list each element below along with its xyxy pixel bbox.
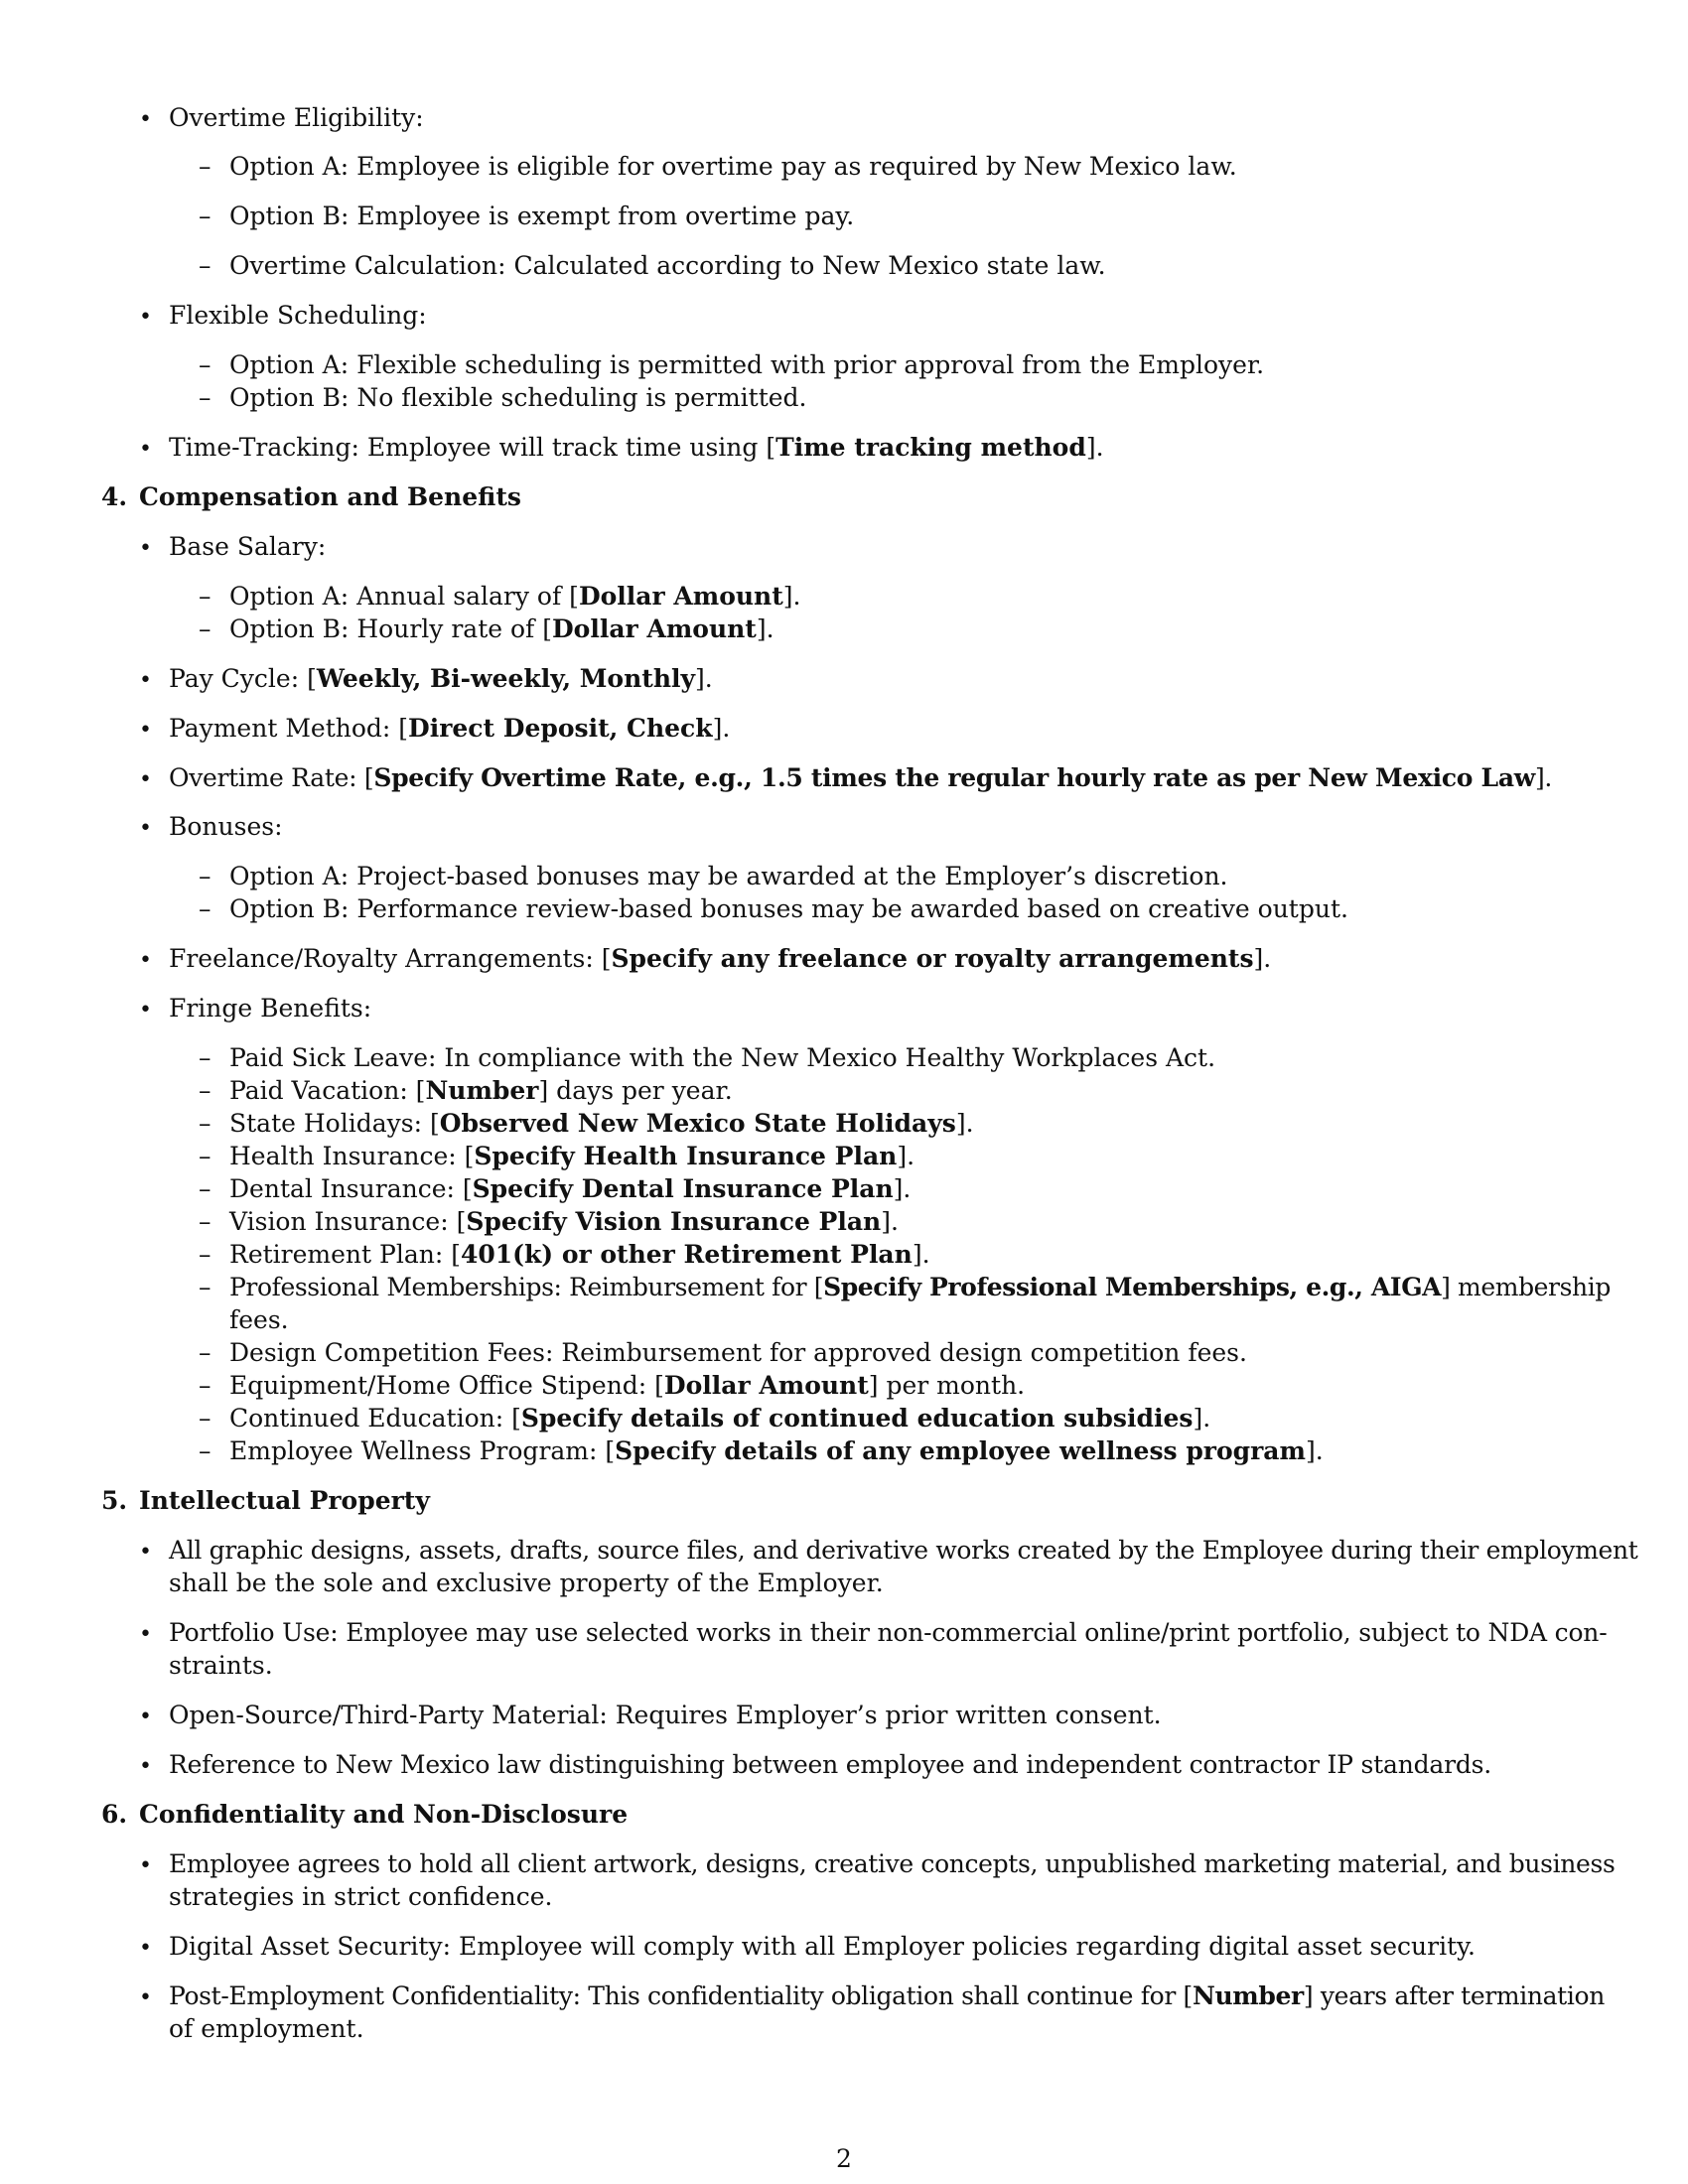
portfolio-use-line-2: straints. <box>169 1651 273 1680</box>
base-salary-option-a: Option A: Annual salary of [Dollar Amount]. <box>229 582 801 611</box>
dash-icon: – <box>199 1043 211 1072</box>
ip-law-reference: Reference to New Mexico law distinguishing between employee and independent contractor IP standards. <box>169 1750 1492 1779</box>
dash-icon: – <box>199 1076 211 1105</box>
pay-cycle: Pay Cycle: [Weekly, Bi-weekly, Monthly]. <box>169 664 713 693</box>
overtime-rate: Overtime Rate: [Specify Overtime Rate, e.g., 1.5 times the regular hourly rate as per New Mexico Law]. <box>169 763 1553 792</box>
bullet-icon: • <box>139 1754 152 1779</box>
bullet-icon: • <box>139 668 152 693</box>
dash-icon: – <box>199 251 211 280</box>
fringe-health: Health Insurance: [Specify Health Insurance Plan]. <box>229 1142 915 1170</box>
section-5-number: 5. <box>101 1486 128 1515</box>
base-salary-option-b: Option B: Hourly rate of [Dollar Amount]. <box>229 614 774 643</box>
fringe-vacation: Paid Vacation: [Number] days per year. <box>229 1076 733 1105</box>
dash-icon: – <box>199 350 211 379</box>
section-6-title: Confidentiality and Non-Disclosure <box>139 1800 629 1829</box>
confidentiality-agreement-line-1: Employee agrees to hold all client artwork, designs, creative concepts, unpublished marketing material, and business <box>169 1849 1616 1878</box>
flexible-title: Flexible Scheduling: <box>169 301 427 330</box>
section-6-number: 6. <box>101 1800 128 1829</box>
dash-icon: – <box>199 1207 211 1236</box>
bullet-icon: • <box>139 767 152 792</box>
ip-ownership-line-1: All graphic designs, assets, drafts, source files, and derivative works created by the Employee during their employment <box>169 1536 1638 1565</box>
confidentiality-agreement-line-2: strategies in strict confidence. <box>169 1882 553 1911</box>
fringe-memberships: Professional Memberships: Reimbursement for [Specify Professional Memberships, e.g., AIGA] membership <box>229 1273 1611 1301</box>
overtime-calculation: Overtime Calculation: Calculated according to New Mexico state law. <box>229 251 1106 280</box>
digital-asset-security: Digital Asset Security: Employee will comply with all Employer policies regarding digital asset security. <box>169 1932 1476 1961</box>
bullet-icon: • <box>139 1705 152 1729</box>
fringe-dental: Dental Insurance: [Specify Dental Insurance Plan]. <box>229 1174 912 1203</box>
dash-icon: – <box>199 1240 211 1269</box>
open-source-material: Open-Source/Third-Party Material: Requires Employer’s prior written consent. <box>169 1701 1162 1729</box>
bullet-icon: • <box>139 1985 152 2010</box>
fringe-vision: Vision Insurance: [Specify Vision Insurance Plan]. <box>229 1207 899 1236</box>
bullet-icon: • <box>139 1622 152 1647</box>
flexible-option-a: Option A: Flexible scheduling is permitted with prior approval from the Employer. <box>229 350 1265 379</box>
dash-icon: – <box>199 1109 211 1138</box>
bonuses-option-b: Option B: Performance review-based bonuses may be awarded based on creative output. <box>229 894 1348 923</box>
bullet-icon: • <box>139 948 152 973</box>
bullet-icon: • <box>139 536 152 561</box>
overtime-option-a: Option A: Employee is eligible for overtime pay as required by New Mexico law. <box>229 152 1237 181</box>
bullet-icon: • <box>139 816 152 841</box>
dash-icon: – <box>199 1404 211 1433</box>
fringe-title: Fringe Benefits: <box>169 994 372 1023</box>
bullet-icon: • <box>139 1936 152 1961</box>
dash-icon: – <box>199 614 211 643</box>
bonuses-title: Bonuses: <box>169 812 283 841</box>
dash-icon: – <box>199 894 211 923</box>
fringe-education: Continued Education: [Specify details of continued education subsidies]. <box>229 1404 1211 1433</box>
overtime-title: Overtime Eligibility: <box>169 103 424 132</box>
dash-icon: – <box>199 862 211 890</box>
base-salary-title: Base Salary: <box>169 532 327 561</box>
dash-icon: – <box>199 383 211 412</box>
dash-icon: – <box>199 202 211 230</box>
post-employment-line-1: Post-Employment Confidentiality: This confidentiality obligation shall continue for [Number] years after termination <box>169 1981 1605 2010</box>
section-4-number: 4. <box>101 482 128 511</box>
bullet-icon: • <box>139 305 152 330</box>
flexible-option-b: Option B: No flexible scheduling is permitted. <box>229 383 807 412</box>
bullet-icon: • <box>139 998 152 1023</box>
payment-method: Payment Method: [Direct Deposit, Check]. <box>169 714 731 743</box>
dash-icon: – <box>199 1174 211 1203</box>
dash-icon: – <box>199 582 211 611</box>
dash-icon: – <box>199 1338 211 1367</box>
post-employment-line-2: of employment. <box>169 2014 364 2043</box>
bullet-icon: • <box>139 1853 152 1878</box>
bullet-icon: • <box>139 437 152 462</box>
dash-icon: – <box>199 1142 211 1170</box>
dash-icon: – <box>199 1273 211 1301</box>
section-4-title: Compensation and Benefits <box>139 482 521 511</box>
bullet-icon: • <box>139 1540 152 1565</box>
overtime-option-b: Option B: Employee is exempt from overtime pay. <box>229 202 855 230</box>
fringe-holidays: State Holidays: [Observed New Mexico State Holidays]. <box>229 1109 974 1138</box>
fringe-stipend: Equipment/Home Office Stipend: [Dollar Amount] per month. <box>229 1371 1026 1400</box>
dash-icon: – <box>199 152 211 181</box>
fringe-memberships-cont: fees. <box>229 1305 289 1334</box>
fringe-sick-leave: Paid Sick Leave: In compliance with the New Mexico Healthy Workplaces Act. <box>229 1043 1216 1072</box>
section-5-title: Intellectual Property <box>139 1486 430 1515</box>
dash-icon: – <box>199 1436 211 1465</box>
fringe-competition: Design Competition Fees: Reimbursement for approved design competition fees. <box>229 1338 1247 1367</box>
fringe-retirement: Retirement Plan: [401(k) or other Retirement Plan]. <box>229 1240 930 1269</box>
time-tracking: Time-Tracking: Employee will track time using [Time tracking method]. <box>169 433 1104 462</box>
ip-ownership-line-2: shall be the sole and exclusive property of the Employer. <box>169 1569 884 1597</box>
bullet-icon: • <box>139 718 152 743</box>
freelance-royalty: Freelance/Royalty Arrangements: [Specify any freelance or royalty arrangements]. <box>169 944 1272 973</box>
fringe-wellness: Employee Wellness Program: [Specify details of any employee wellness program]. <box>229 1436 1324 1465</box>
bullet-icon: • <box>139 107 152 132</box>
portfolio-use-line-1: Portfolio Use: Employee may use selected works in their non-commercial online/print portfolio, subject to NDA con- <box>169 1618 1608 1647</box>
dash-icon: – <box>199 1371 211 1400</box>
bonuses-option-a: Option A: Project-based bonuses may be awarded at the Employer’s discretion. <box>229 862 1228 890</box>
page-number: 2 <box>836 2144 852 2173</box>
